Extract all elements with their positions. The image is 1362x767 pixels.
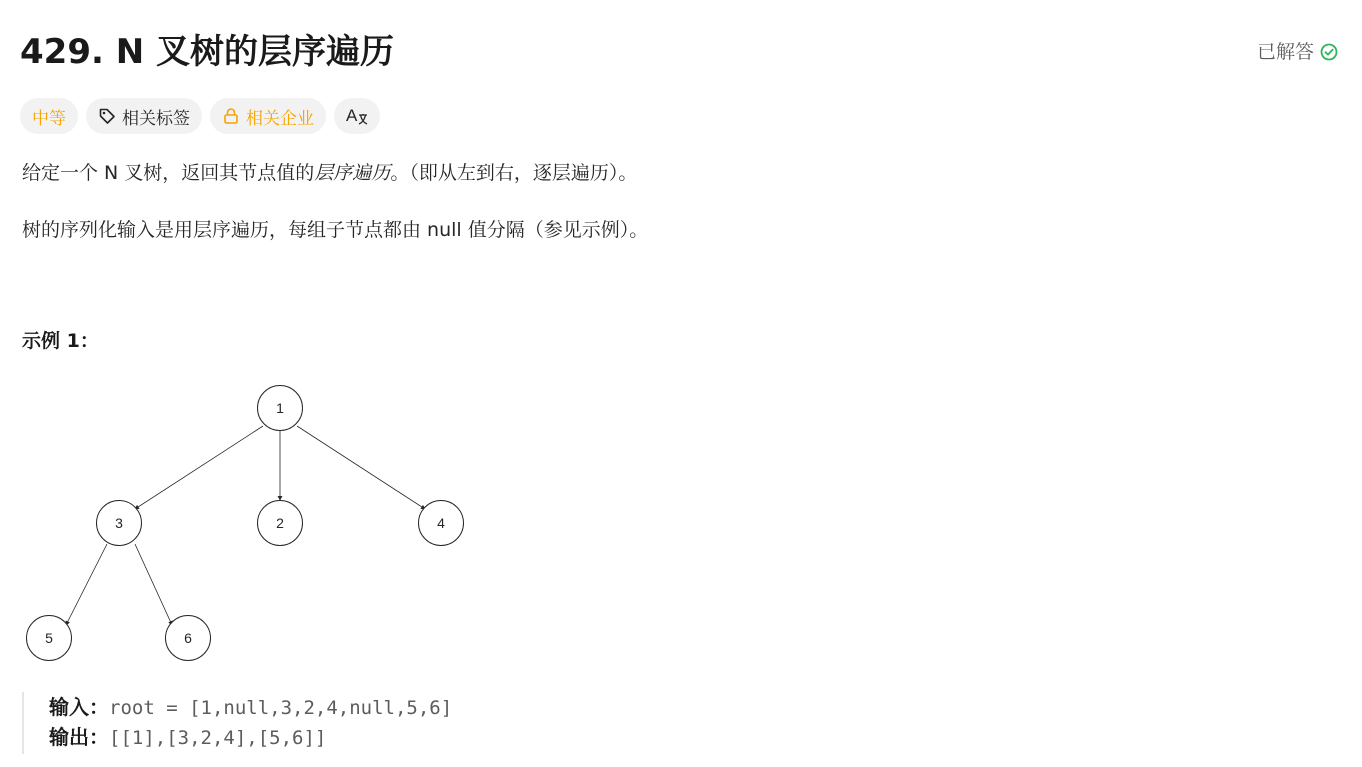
description-paragraph-2: 树的序列化输入是用层序遍历，每组子节点都由 null 值分隔（参见示例）。 xyxy=(22,219,649,241)
translate-label: A xyxy=(346,106,358,125)
difficulty-label: 中等 xyxy=(32,108,66,129)
output-label: 输出： xyxy=(49,725,109,749)
tree-node xyxy=(166,616,211,661)
tree-edge xyxy=(135,426,263,509)
tree-node xyxy=(27,616,72,661)
check-circle-icon xyxy=(1320,43,1338,61)
example-input-line xyxy=(49,692,452,723)
tree-node-label: 1 xyxy=(276,400,284,416)
title-row xyxy=(20,28,1338,76)
related-companies-label: 相关企业 xyxy=(246,108,314,129)
description-emphasis: 层序遍历 xyxy=(314,162,391,184)
tree-node-label: 5 xyxy=(45,630,53,646)
tree-node-label: 2 xyxy=(276,515,284,531)
tree-node-label: 6 xyxy=(184,630,192,646)
tree-node xyxy=(258,501,303,546)
example-output-line xyxy=(49,722,326,753)
output-value: [[1],[3,2,4],[5,6]] xyxy=(109,727,327,749)
solved-label: 已解答 xyxy=(1256,41,1314,63)
description-text: 。（即从左到右，逐层遍历）。 xyxy=(390,162,638,184)
difficulty-badge[interactable] xyxy=(20,98,78,134)
tree-edge xyxy=(66,544,107,625)
tree-edge xyxy=(135,544,172,625)
example-title: 示例 1： xyxy=(22,330,99,352)
translate-icon xyxy=(346,106,368,126)
tree-edge xyxy=(297,426,425,509)
tree-node xyxy=(97,501,142,546)
tree-diagram xyxy=(0,380,500,670)
solved-status xyxy=(1257,38,1338,66)
tree-node-label: 4 xyxy=(437,515,445,531)
related-companies-button[interactable] xyxy=(210,98,326,134)
tag-bar xyxy=(20,98,380,134)
tree-node-label: 3 xyxy=(115,515,123,531)
description-text: 给定一个 N 叉树，返回其节点值的 xyxy=(22,162,315,184)
description-paragraph-1 xyxy=(22,158,637,188)
lock-icon xyxy=(222,107,240,125)
tree-node xyxy=(419,501,464,546)
tree-node xyxy=(258,386,303,431)
related-topics-button[interactable] xyxy=(86,98,202,134)
input-value: root = [1,null,3,2,4,null,5,6] xyxy=(109,697,453,719)
translate-button[interactable] xyxy=(334,98,380,134)
example-io-block xyxy=(22,692,724,754)
problem-title: 429. N 叉树的层序遍历 xyxy=(20,32,395,72)
input-label: 输入： xyxy=(49,695,109,719)
tag-icon xyxy=(98,107,116,125)
related-topics-label: 相关标签 xyxy=(122,108,190,129)
